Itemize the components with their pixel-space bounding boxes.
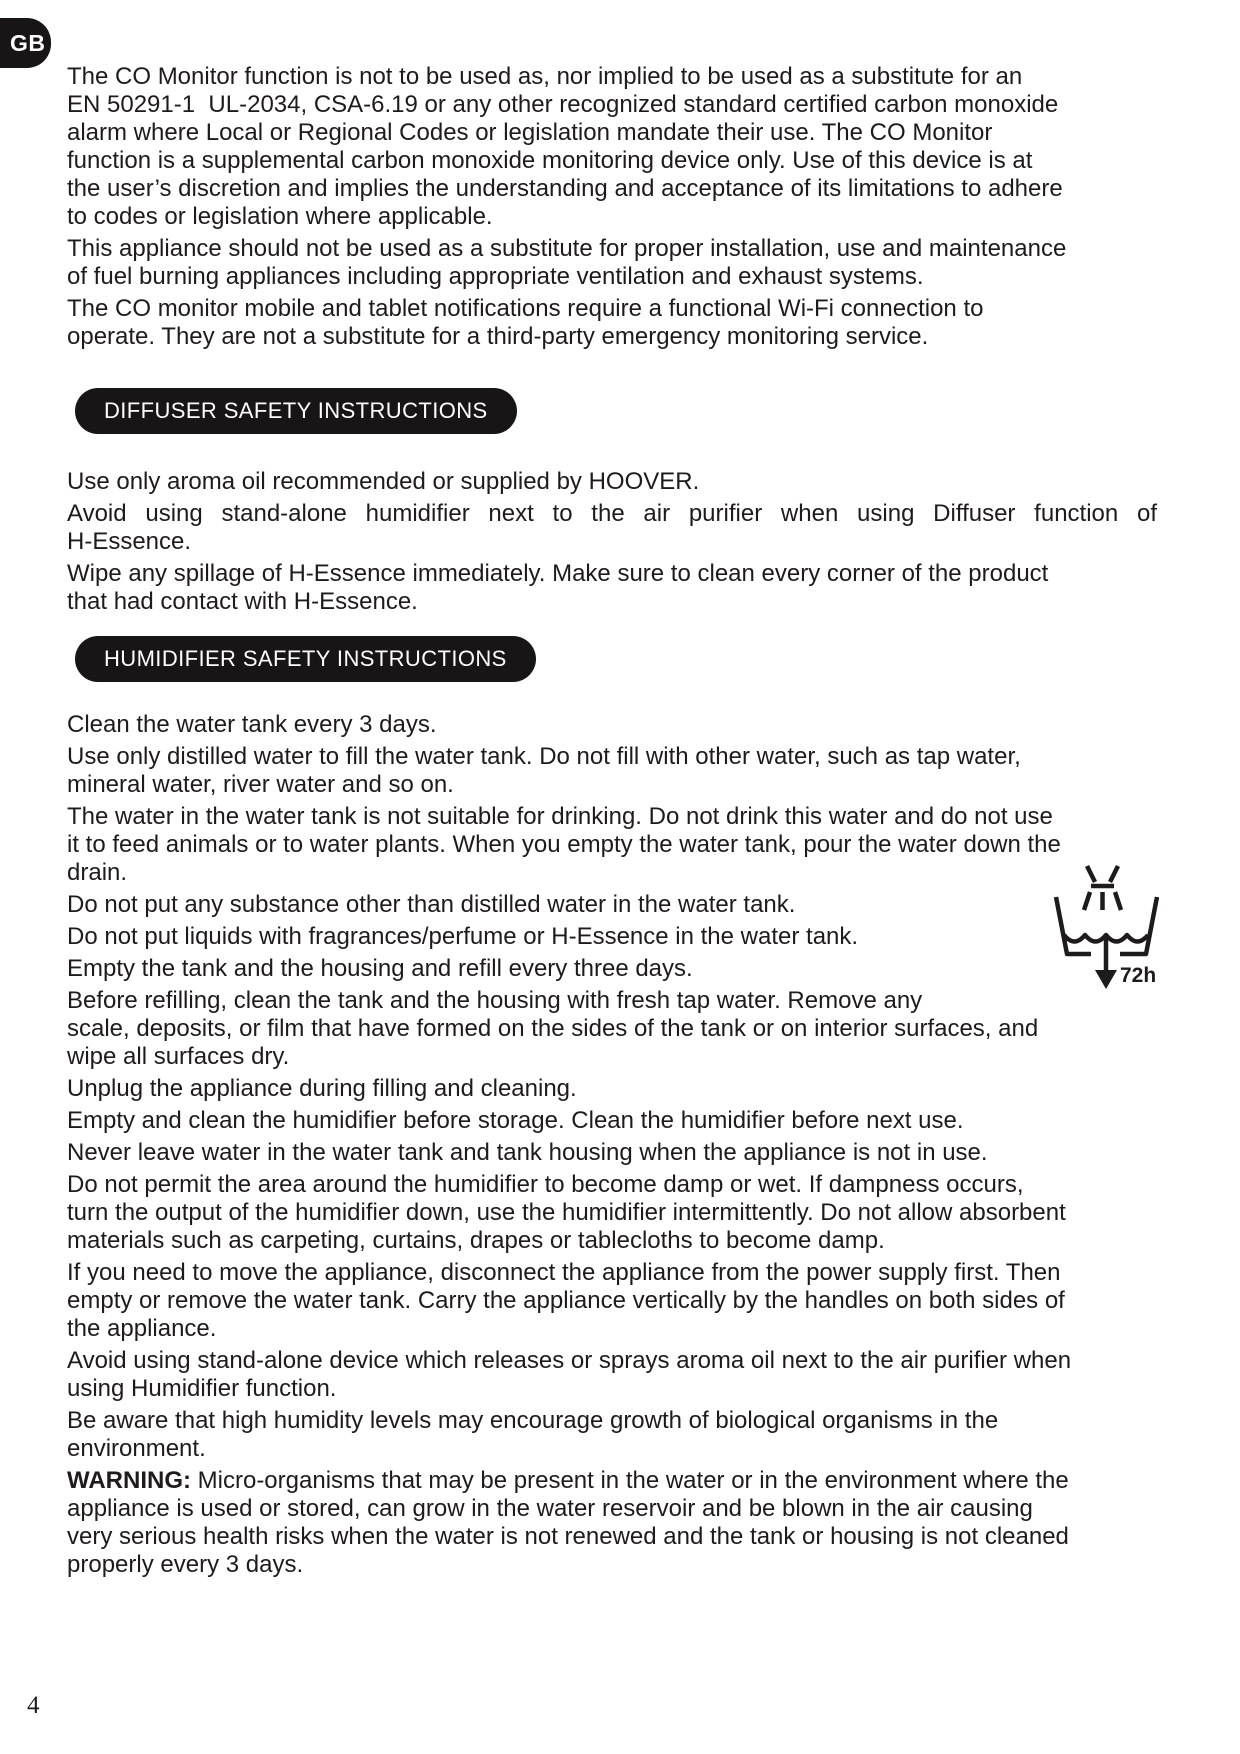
paragraph: The CO Monitor function is not to be used as, nor implied to be used as a substitute for an EN 50291-1 UL-2034, CSA-6.19 or any other recognized standard certified carbon monoxide alarm where Local or Regional Codes or legislation mandate their use. The CO Monitor function is a supplemental carbon monoxide monitoring device only. Use of this device is at the user’s discretion and implies the understanding and acceptance of its limitations to adhere to codes or legislation where applicable. <box>67 63 1063 230</box>
paragraph: Wipe any spillage of H-Essence immediately. Make sure to clean every corner of the product that had contact with H-Essence. <box>67 560 1049 615</box>
paragraph: Avoid using stand-alone device which releases or sprays aroma oil next to the air purifier when using Humidifier function. <box>67 1347 1072 1402</box>
page-number: 4 <box>27 1692 40 1719</box>
paragraph: Clean the water tank every 3 days. <box>67 711 437 738</box>
paragraph: The CO monitor mobile and tablet notifications require a functional Wi-Fi connection to operate. They are not a substitute for a third-party emergency monitoring service. <box>67 295 984 350</box>
paragraph: If you need to move the appliance, disconnect the appliance from the power supply first. Then empty or remove the water tank. Carry the appliance vertically by the handles on both sides of the appliance. <box>67 1259 1065 1342</box>
section-header-label: HUMIDIFIER SAFETY INSTRUCTIONS <box>104 646 507 671</box>
paragraph: Empty and clean the humidifier before storage. Clean the humidifier before next use. <box>67 1107 964 1134</box>
section-header-diffuser <box>75 388 517 434</box>
language-badge: GB <box>0 18 51 68</box>
paragraph: Do not put liquids with fragrances/perfume or H-Essence in the water tank. <box>67 923 859 950</box>
section-header-humidifier <box>75 636 536 682</box>
paragraph: Before refilling, clean the tank and the housing with fresh tap water. Remove any scale, deposits, or film that have formed on the sides of the tank or on interior surfaces, and wipe all surfaces dry. <box>67 987 1039 1070</box>
paragraph: Unplug the appliance during filling and cleaning. <box>67 1075 577 1102</box>
paragraph: Never leave water in the water tank and tank housing when the appliance is not in use. <box>67 1139 988 1166</box>
warning-paragraph: WARNING: Micro-organisms that may be present in the water or in the environment where the appliance is used or stored, can grow in the water reservoir and be blown in the air causing very serious health risks when the water is not renewed and the tank or housing is not cleaned properly every 3 days. <box>67 1467 1069 1578</box>
paragraph: Empty the tank and the housing and refill every three days. <box>67 955 693 982</box>
manual-text-column <box>67 63 1157 1583</box>
paragraph: Avoid using stand-alone humidifier next to the air purifier when using Diffuser function of H-Essence. <box>67 500 1157 555</box>
paragraph: Do not permit the area around the humidifier to become damp or wet. If dampness occurs, turn the output of the humidifier down, use the humidifier intermittently. Do not allow absorbent materials such as carpeting, curtains, drapes or tablecloths to become damp. <box>67 1171 1066 1254</box>
paragraph: The water in the water tank is not suitable for drinking. Do not drink this water and do not use it to feed animals or to water plants. When you empty the water tank, pour the water down the drain. <box>67 803 1061 886</box>
paragraph: Use only aroma oil recommended or supplied by HOOVER. <box>67 468 700 495</box>
paragraph: Do not put any substance other than distilled water in the water tank. <box>67 891 796 918</box>
paragraph: Use only distilled water to fill the water tank. Do not fill with other water, such as tap water, mineral water, river water and so on. <box>67 743 1021 798</box>
paragraph: This appliance should not be used as a substitute for proper installation, use and maintenance of fuel burning appliances including appropriate ventilation and exhaust systems. <box>67 235 1067 290</box>
icon-72h-label: 72h <box>1120 964 1157 987</box>
empty-tank-72h-icon <box>1050 861 1164 993</box>
paragraph: Be aware that high humidity levels may encourage growth of biological organisms in the environment. <box>67 1407 999 1462</box>
section-header-label: DIFFUSER SAFETY INSTRUCTIONS <box>104 398 488 423</box>
